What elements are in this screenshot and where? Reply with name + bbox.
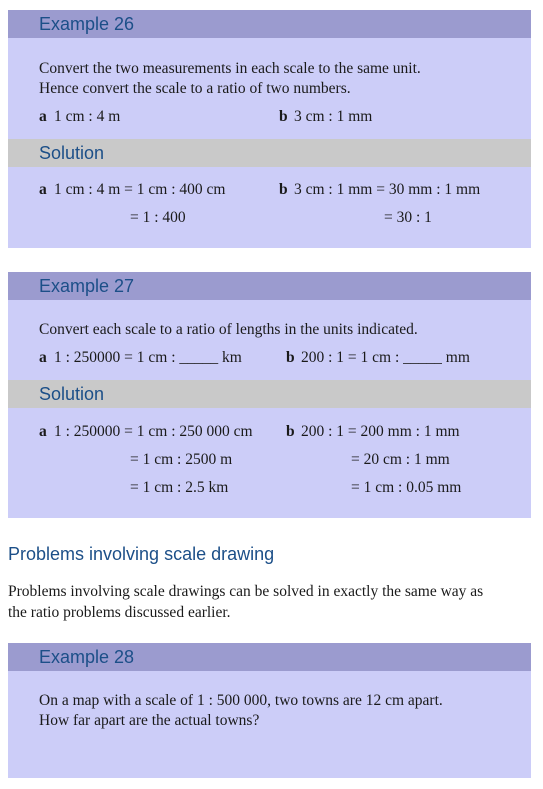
example-27-sol-b-line3: = 1 cm : 0.05 mm [351, 479, 462, 496]
example-26-part-a-label: a [39, 108, 47, 125]
example-26-part-b-label: b [279, 108, 288, 125]
example-26-part-b-text: 3 cm : 1 mm [294, 108, 373, 125]
section-paragraph-line1: Problems involving scale drawings can be solved in exactly the same way as [8, 583, 484, 600]
example-28-line1: On a map with a scale of 1 : 500 000, two towns are 12 cm apart. [39, 692, 443, 709]
example-26-sol-b-line1: 3 cm : 1 mm = 30 mm : 1 mm [294, 181, 481, 198]
example-27-sol-a-line3: = 1 cm : 2.5 km [130, 479, 229, 496]
example-27-sol-a-line2: = 1 cm : 2500 m [130, 451, 233, 468]
section-title: Problems involving scale drawing [8, 544, 275, 564]
example-27-sol-b-line1: 200 : 1 = 200 mm : 1 mm [301, 423, 460, 440]
example-27-header: Example 27 [8, 272, 531, 300]
example-26-box [8, 10, 531, 248]
example-27-box [8, 272, 531, 518]
example-27-solution-header: Solution [8, 380, 531, 408]
example-27-part-a-text: 1 : 250000 = 1 cm : _____ km [54, 349, 242, 366]
example-27-sol-a-label: a [39, 423, 47, 440]
example-27-part-b-label: b [286, 349, 295, 366]
example-28-header: Example 28 [8, 643, 531, 671]
example-27-intro: Convert each scale to a ratio of lengths in the units indicated. [39, 321, 418, 338]
example-26-sol-b-line2: = 30 : 1 [384, 209, 432, 226]
example-26-sol-a-line1: 1 cm : 4 m = 1 cm : 400 cm [54, 181, 226, 198]
example-27-part-b-text: 200 : 1 = 1 cm : _____ mm [301, 349, 470, 366]
example-26-intro-line1: Convert the two measurements in each scale to the same unit. [39, 60, 421, 77]
example-26-intro-line2: Hence convert the scale to a ratio of two numbers. [39, 80, 351, 97]
example-26-header: Example 26 [8, 10, 531, 38]
section-paragraph-line2: the ratio problems discussed earlier. [8, 604, 231, 621]
example-27-part-a-label: a [39, 349, 47, 366]
example-26-part-a-text: 1 cm : 4 m [54, 108, 121, 125]
example-26-sol-b-label: b [279, 181, 288, 198]
example-26-sol-a-label: a [39, 181, 47, 198]
example-26-solution-header: Solution [8, 139, 531, 167]
example-26-sol-a-line2: = 1 : 400 [130, 209, 186, 226]
example-28-box [8, 643, 531, 778]
example-28-line2: How far apart are the actual towns? [39, 712, 260, 729]
example-27-sol-b-label: b [286, 423, 295, 440]
example-27-sol-b-line2: = 20 cm : 1 mm [351, 451, 450, 468]
example-27-sol-a-line1: 1 : 250000 = 1 cm : 250 000 cm [54, 423, 253, 440]
